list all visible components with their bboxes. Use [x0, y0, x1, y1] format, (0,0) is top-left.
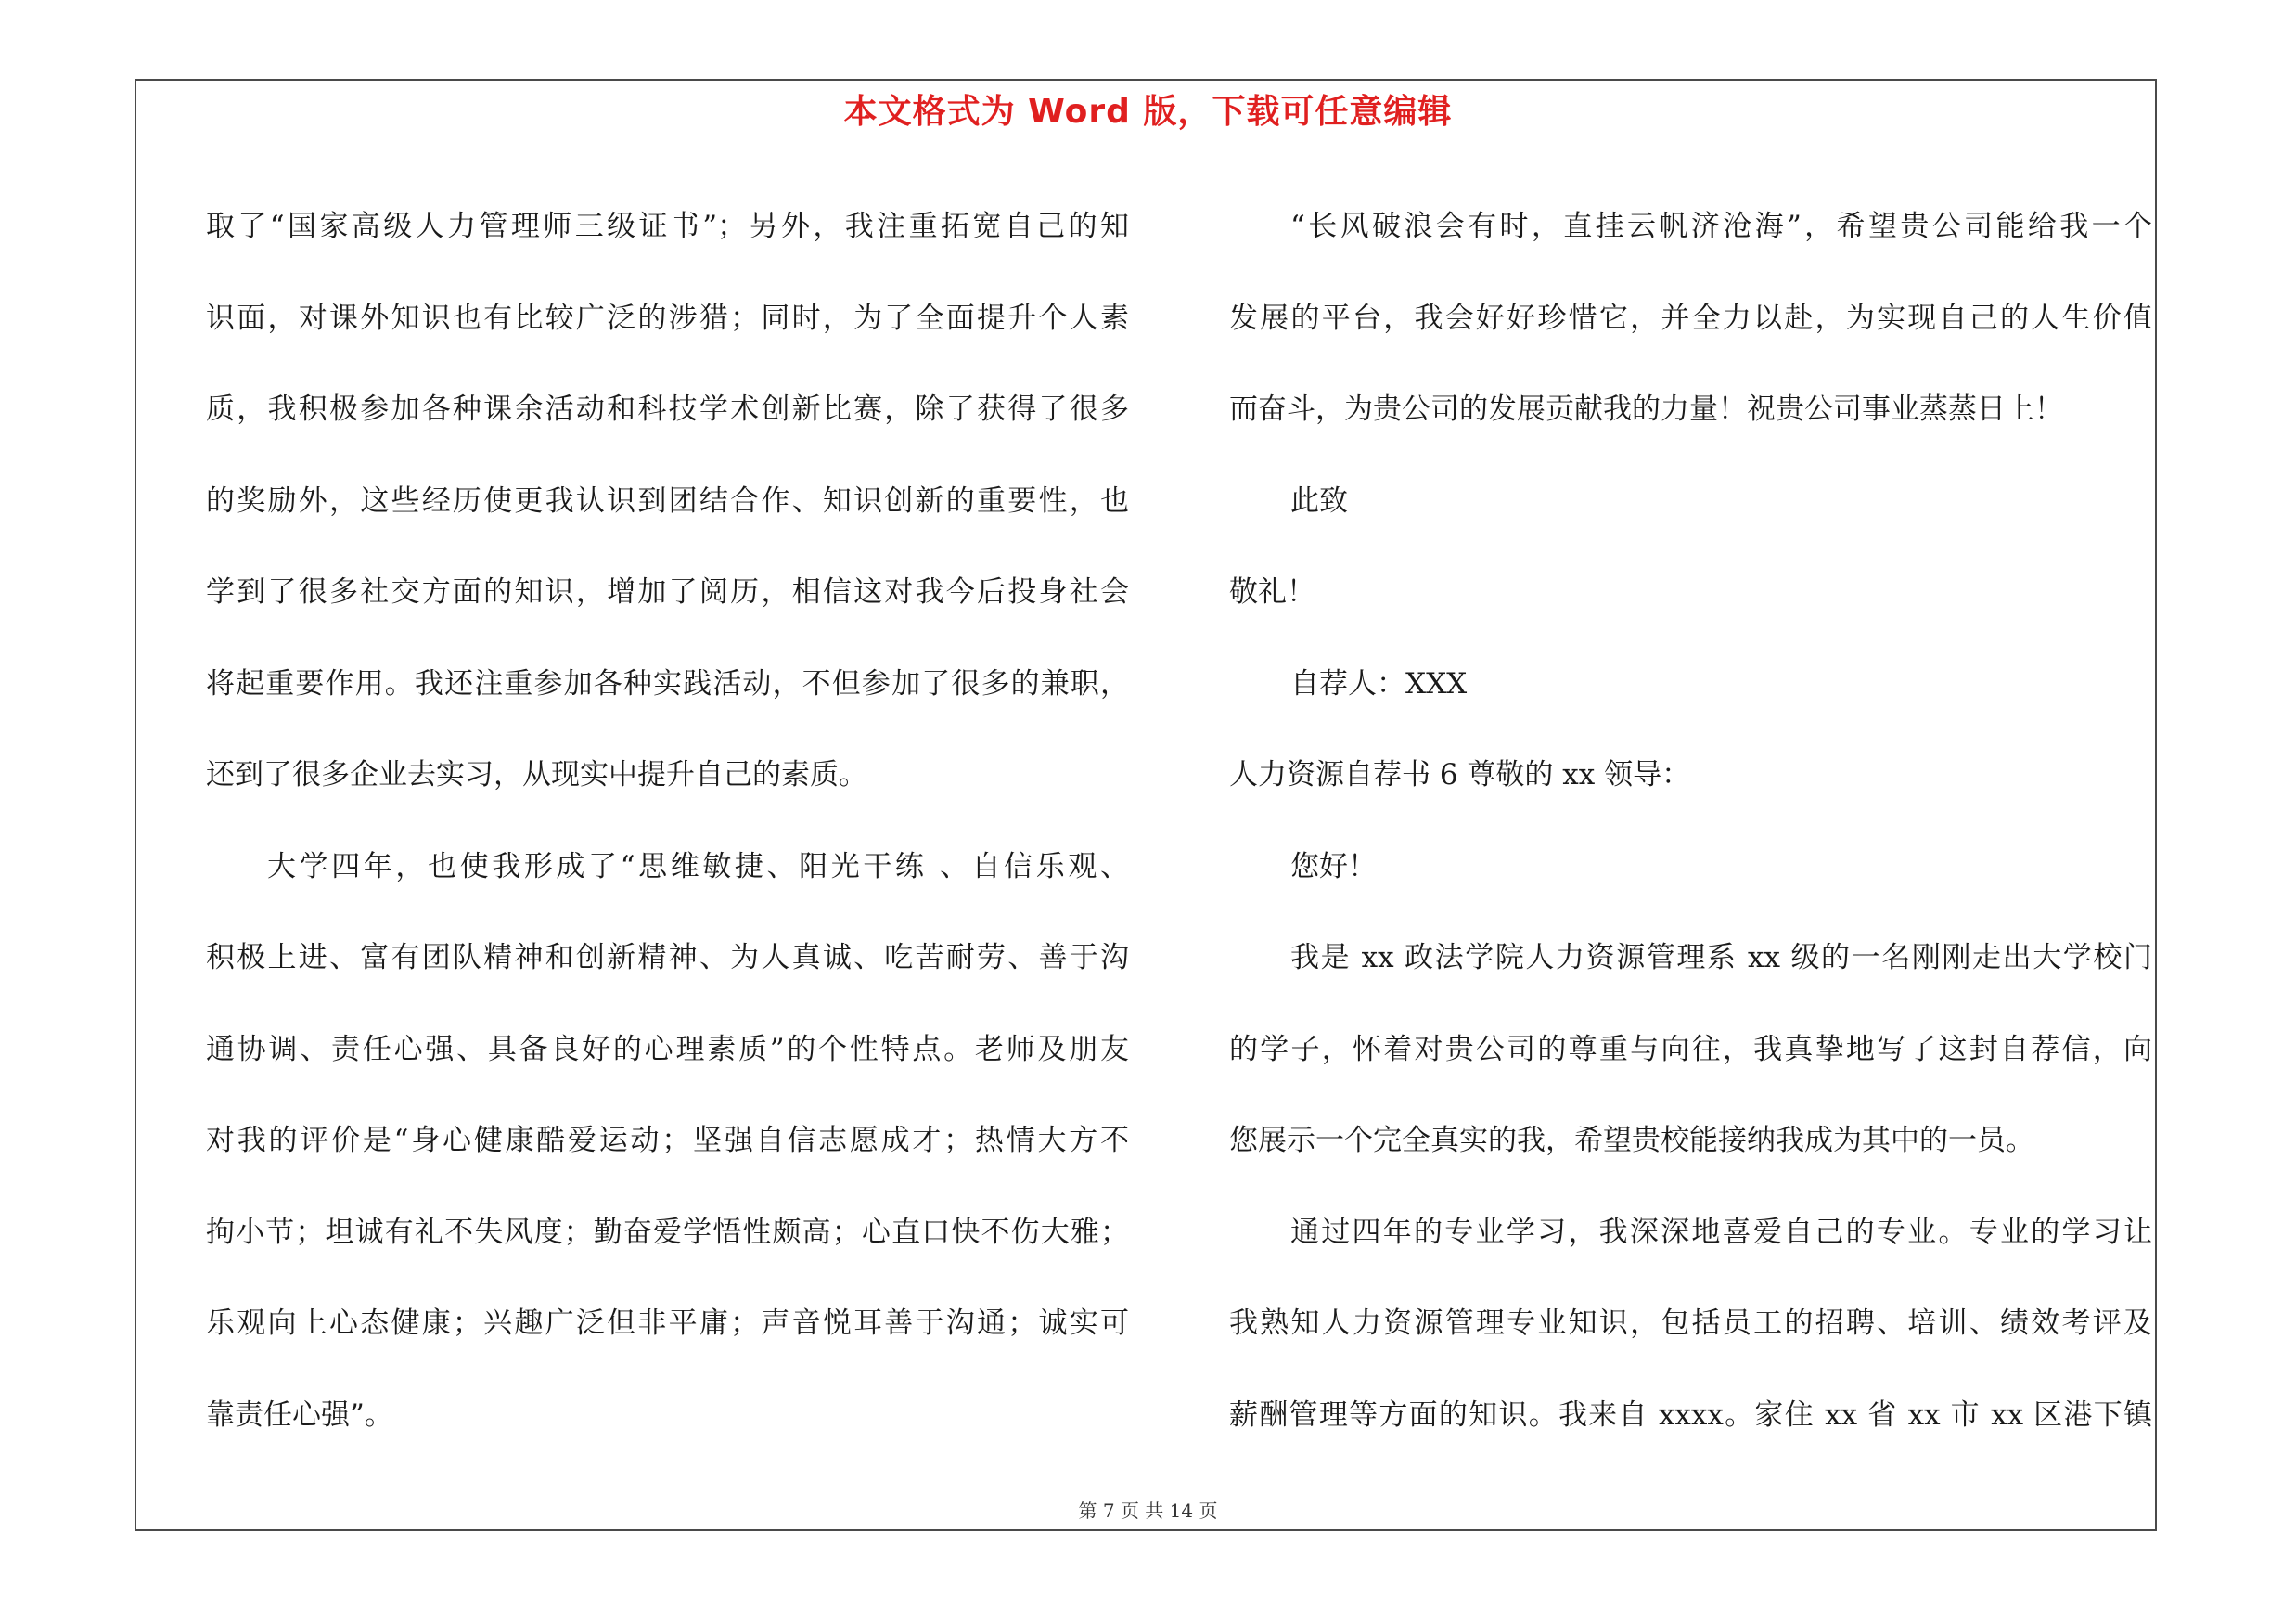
- text-line: 我是 xx 政法学院人力资源管理系 xx 级的一名刚刚走出大学校门: [1290, 941, 2152, 974]
- greeting-line: 您好！: [1290, 849, 1377, 883]
- text-line: 的学子，怀着对贵公司的尊重与向往，我真挚地写了这封自荐信，向: [1229, 1032, 2152, 1066]
- word-format-banner: 本文格式为 Word 版，下载可任意编辑: [843, 93, 1453, 131]
- text-line: 将起重要作用。我还注重参加各种实践活动，不但参加了很多的兼职，: [206, 666, 1129, 701]
- closing-line: 此致: [1290, 483, 1348, 518]
- text-line: 取了“国家高级人力管理师三级证书”；另外，我注重拓宽自己的知: [206, 210, 1129, 243]
- left-column: [206, 181, 1129, 1461]
- text-line: 还到了很多企业去实习，从现实中提升自己的素质。: [206, 758, 867, 792]
- salute-line: 敬礼！: [1229, 575, 1315, 609]
- text-line: 您展示一个完全真实的我，希望贵校能接纳我成为其中的一员。: [1229, 1124, 2034, 1157]
- text-line: 乐观向上心态健康；兴趣广泛但非平庸；声音悦耳善于沟通；诚实可: [206, 1307, 1129, 1340]
- text-line: 而奋斗，为贵公司的发展贡献我的力量！祝贵公司事业蒸蒸日上！: [1229, 393, 2063, 426]
- text-line: 大学四年，也使我形成了“思维敏捷、阳光干练 、自信乐观、: [267, 849, 1129, 883]
- text-line: 的奖励外，这些经历使更我认识到团结合作、知识创新的重要性，也: [206, 483, 1129, 518]
- text-line: 识面，对课外知识也有比较广泛的涉猎；同时，为了全面提升个人素: [206, 301, 1129, 335]
- text-line: 对我的评价是“身心健康酷爱运动；坚强自信志愿成才；热情大方不: [206, 1124, 1129, 1157]
- text-line: 我熟知人力资源管理专业知识，包括员工的招聘、培训、绩效考评及: [1229, 1307, 2152, 1340]
- text-line: “长风破浪会有时，直挂云帆济沧海”，希望贵公司能给我一个: [1290, 210, 2152, 243]
- text-line: 积极上进、富有团队精神和创新精神、为人真诚、吃苦耐劳、善于沟: [206, 941, 1129, 974]
- text-line: 拘小节；坦诚有礼不失风度；勤奋爱学悟性颇高；心直口快不伤大雅；: [206, 1215, 1129, 1249]
- text-line: 发展的平台，我会好好珍惜它，并全力以赴，为实现自己的人生价值: [1229, 301, 2152, 335]
- text-line: 靠责任心强”。: [206, 1398, 393, 1432]
- text-line: 通过四年的专业学习，我深深地喜爱自己的专业。专业的学习让: [1290, 1215, 2152, 1249]
- text-line: 学到了很多社交方面的知识，增加了阅历，相信这对我今后投身社会: [206, 575, 1129, 609]
- page-number: 第 7 页 共 14 页: [1078, 1500, 1218, 1522]
- section-title-line: 人力资源自荐书 6 尊敬的 xx 领导：: [1229, 758, 1691, 792]
- right-column: [1229, 181, 2152, 1461]
- text-line: 通协调、责任心强、具备良好的心理素质”的个性特点。老师及朋友: [206, 1032, 1129, 1066]
- text-line: 薪酬管理等方面的知识。我来自 xxxx。家住 xx 省 xx 市 xx 区港下镇: [1229, 1398, 2152, 1432]
- text-line: 质，我积极参加各种课余活动和科技学术创新比赛，除了获得了很多: [206, 393, 1129, 426]
- signature-line: 自荐人：XXX: [1290, 666, 1468, 701]
